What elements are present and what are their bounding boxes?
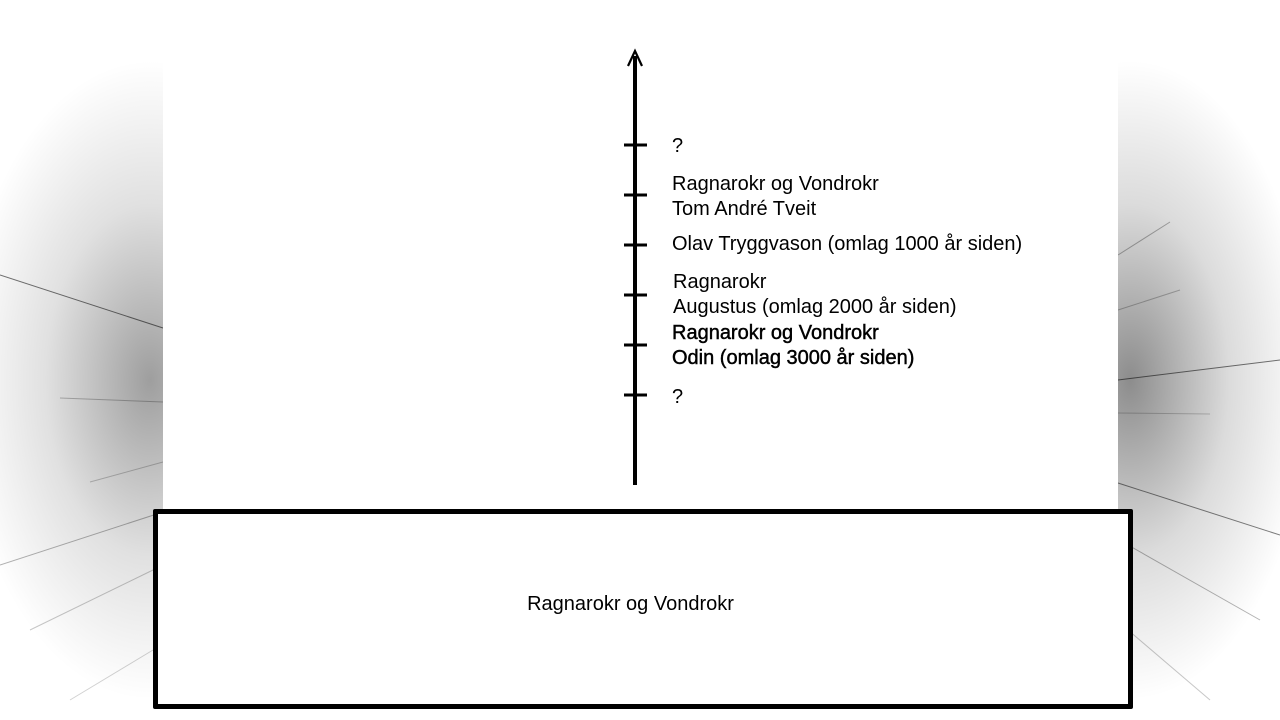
timeline-label-olav-tryggvason <box>672 232 1022 257</box>
label-line: Odin (omlag 3000 år siden) <box>672 347 915 369</box>
label-line: ? <box>672 135 684 157</box>
timeline-label-tom-andre-tveit <box>672 172 879 222</box>
label-line: Tom André Tveit <box>672 198 817 220</box>
title-box <box>153 509 1133 709</box>
timeline-label-augustus <box>673 270 957 320</box>
label-line: Augustus (omlag 2000 år siden) <box>673 296 957 318</box>
label-line: Ragnarokr og Vondrokr <box>672 173 879 195</box>
timeline-label-past <box>672 385 683 410</box>
timeline-label-future <box>672 134 683 159</box>
label-line: Ragnarokr <box>673 271 767 293</box>
box-title: Ragnarokr og Vondrokr <box>527 593 734 615</box>
label-line: Olav Tryggvason (omlag 1000 år siden) <box>672 233 1023 255</box>
label-line: Ragnarokr og Vondrokr <box>672 322 879 344</box>
timeline-label-odin <box>672 321 914 371</box>
label-line: ? <box>672 386 684 408</box>
